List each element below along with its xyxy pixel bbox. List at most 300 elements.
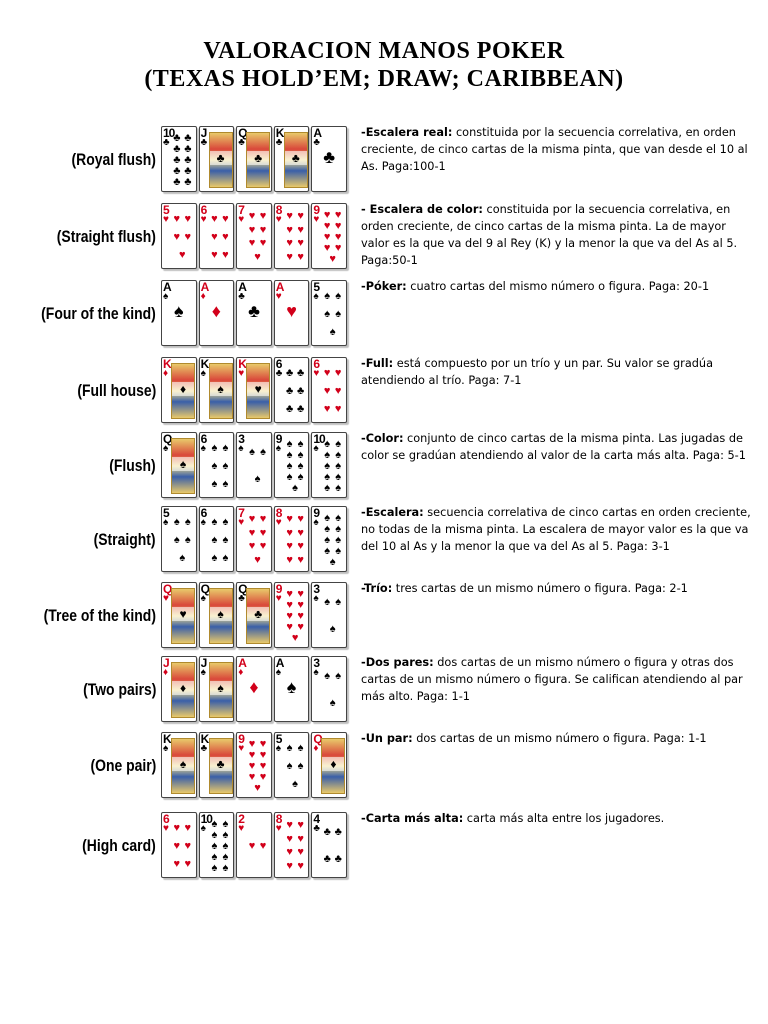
ace-pip-icon: ♦ — [211, 301, 221, 321]
card-pips — [246, 819, 269, 873]
card-suit-icon: ♥ — [238, 368, 245, 379]
card-suit-icon: ♥ — [275, 593, 282, 604]
pip-icon: ♥ — [286, 553, 293, 566]
pip-icon: ♥ — [259, 526, 267, 539]
pip-icon: ♠ — [335, 670, 342, 682]
pip-icon: ♥ — [173, 230, 181, 243]
pip-icon: ♣ — [296, 384, 305, 397]
card-suit-icon: ♥ — [275, 823, 282, 834]
pip-icon: ♥ — [173, 212, 181, 225]
card-rank: 9 — [275, 582, 282, 596]
pip-icon: ♠ — [324, 438, 331, 450]
card-rank: 3 — [313, 656, 320, 670]
playing-card — [199, 280, 235, 346]
pip-icon: ♥ — [297, 859, 304, 872]
card-rank: 6 — [200, 506, 207, 520]
card-rank: A — [238, 656, 246, 670]
pip-icon: ♥ — [173, 839, 181, 852]
face-card-portrait: ♦ — [171, 363, 195, 419]
pip-icon: ♣ — [173, 143, 181, 155]
card-rank: Q — [313, 732, 322, 746]
pip-icon: ♥ — [334, 231, 342, 243]
pip-icon: ♥ — [259, 839, 267, 852]
pip-icon: ♠ — [179, 551, 186, 564]
pip-icon: ♥ — [286, 540, 293, 553]
ace-pip-icon: ♣ — [248, 301, 260, 321]
card-suit-icon: ♠ — [313, 667, 319, 678]
hand-name: (Royal flush) — [71, 150, 156, 169]
pip-icon: ♠ — [211, 551, 218, 564]
pip-icon: ♠ — [335, 471, 342, 483]
playing-card — [274, 357, 310, 423]
pip-icon: ♣ — [184, 154, 192, 166]
pip-icon: ♠ — [335, 307, 342, 320]
pip-icon: ♥ — [297, 250, 304, 263]
card-suit-icon: ♠ — [200, 368, 206, 379]
pip-icon: ♥ — [297, 621, 304, 633]
pip-icon: ♥ — [329, 253, 336, 265]
card-rank: K — [163, 732, 171, 746]
card-suit-icon: ♠ — [313, 291, 319, 302]
card-pips — [246, 210, 269, 264]
pip-icon: ♥ — [286, 819, 293, 832]
pip-icon: ♠ — [292, 777, 298, 790]
card-rank: Q — [163, 582, 172, 596]
card-rank: 10 — [200, 812, 212, 826]
pip-icon: ♠ — [211, 459, 218, 472]
pip-icon: ♥ — [184, 230, 192, 243]
playing-card — [236, 582, 272, 648]
card-suit-icon: ♣ — [238, 137, 245, 148]
card-suit-icon: ♣ — [313, 823, 320, 834]
card-rank: 9 — [313, 506, 320, 520]
playing-card — [161, 126, 197, 192]
card-rank: 6 — [163, 812, 169, 826]
pip-icon: ♥ — [248, 540, 256, 553]
pip-icon: ♥ — [259, 771, 267, 783]
card-rank: 2 — [238, 812, 244, 826]
pip-icon: ♠ — [286, 759, 293, 772]
pip-icon: ♣ — [334, 826, 342, 838]
pip-icon: ♥ — [334, 220, 342, 232]
card-pips — [171, 819, 194, 873]
pip-icon: ♥ — [323, 231, 331, 243]
card-suit-icon: ♣ — [238, 593, 245, 604]
card-suit-icon: ♠ — [275, 743, 282, 754]
hand-row — [0, 728, 768, 808]
card-pips — [321, 439, 344, 493]
pip-icon: ♠ — [260, 446, 266, 458]
pip-icon: ♥ — [248, 738, 256, 750]
pip-icon: ♥ — [297, 553, 304, 566]
pip-icon: ♠ — [335, 438, 342, 450]
card-rank: A — [275, 280, 284, 294]
pip-icon: ♣ — [184, 132, 192, 144]
card-pips — [209, 819, 232, 873]
hand-name: (Tree of the kind) — [43, 606, 156, 625]
face-card-portrait: ♠ — [171, 738, 195, 794]
pip-icon: ♠ — [222, 862, 229, 874]
pip-icon: ♥ — [259, 738, 267, 750]
card-suit-icon: ♣ — [200, 137, 208, 148]
pip-icon: ♥ — [297, 237, 304, 250]
card-group — [161, 732, 347, 798]
hand-description-text: constituida por la secuencia correlativa, en orden creciente, de cinco cartas de la misma pinta. La de mayor valor es la que va del 9 al Rey (K) y la menor la que va del As al 5. Paga:50-1 — [361, 203, 738, 267]
pip-icon: ♥ — [286, 237, 293, 250]
pip-icon: ♠ — [329, 556, 336, 568]
hand-name: (Two pairs) — [82, 680, 156, 699]
pip-icon: ♥ — [286, 250, 293, 263]
card-rank: 5 — [163, 506, 169, 520]
card-suit-icon: ♥ — [163, 823, 169, 834]
pip-icon: ♥ — [259, 540, 267, 553]
card-suit-icon: ♥ — [163, 593, 169, 604]
card-rank: 9 — [275, 432, 282, 446]
card-suit-icon: ♥ — [238, 517, 245, 528]
pip-icon: ♥ — [248, 839, 256, 852]
card-pips — [284, 513, 307, 567]
hand-row — [0, 276, 768, 356]
card-rank: Q — [200, 582, 209, 596]
pip-icon: ♥ — [173, 821, 181, 834]
card-group — [161, 357, 347, 423]
playing-card — [199, 812, 235, 878]
card-suit-icon: ♠ — [163, 443, 169, 454]
card-suit-icon: ♠ — [313, 593, 319, 604]
pip-icon: ♠ — [249, 446, 255, 458]
pip-icon: ♠ — [335, 449, 342, 461]
playing-card — [161, 432, 197, 498]
card-suit-icon: ♠ — [238, 443, 244, 454]
hand-description-term: -Color: — [361, 432, 404, 445]
card-suit-icon: ♠ — [163, 291, 169, 302]
hand-description-term: -Escalera real: — [361, 126, 453, 139]
pip-icon: ♠ — [222, 477, 229, 490]
pip-icon: ♥ — [286, 513, 293, 526]
card-pips — [209, 210, 232, 264]
card-rank: A — [275, 656, 284, 670]
pip-icon: ♠ — [211, 477, 218, 490]
ace-pip-icon: ♠ — [174, 301, 184, 321]
card-suit-icon: ♣ — [238, 291, 245, 302]
card-rank: 6 — [200, 432, 207, 446]
pip-icon: ♥ — [184, 857, 192, 870]
pip-icon: ♣ — [184, 165, 192, 177]
pip-icon: ♠ — [335, 596, 342, 608]
pip-icon: ♥ — [297, 819, 304, 832]
pip-icon: ♥ — [173, 857, 181, 870]
pip-icon: ♣ — [323, 853, 331, 865]
card-rank: A — [238, 280, 246, 294]
pip-icon: ♠ — [329, 697, 336, 709]
playing-card — [161, 357, 197, 423]
card-rank: J — [163, 656, 169, 670]
playing-card — [236, 126, 272, 192]
face-card-portrait: ♣ — [209, 132, 233, 188]
card-group — [161, 432, 347, 498]
pip-icon: ♠ — [286, 438, 293, 450]
pip-icon: ♥ — [222, 212, 229, 225]
pip-icon: ♠ — [211, 533, 218, 546]
pip-icon: ♠ — [335, 534, 342, 546]
card-suit-icon: ♠ — [200, 593, 206, 604]
card-suit-icon: ♥ — [200, 214, 207, 225]
ace-pip-icon: ♦ — [249, 677, 259, 697]
pip-icon: ♥ — [334, 242, 342, 254]
pip-icon: ♥ — [184, 839, 192, 852]
pip-icon: ♥ — [211, 230, 218, 243]
face-card-portrait: ♥ — [246, 363, 270, 419]
pip-icon: ♥ — [222, 230, 229, 243]
playing-card — [311, 812, 347, 878]
playing-card — [274, 126, 310, 192]
card-pips — [171, 133, 194, 187]
playing-card — [161, 582, 197, 648]
hand-description-text: tres cartas de un mismo número o figura. Paga: 2-1 — [392, 582, 688, 595]
pip-icon: ♥ — [323, 402, 331, 415]
pip-icon: ♠ — [297, 438, 304, 450]
hand-row — [0, 428, 768, 508]
pip-icon: ♠ — [222, 515, 229, 528]
card-pips — [321, 663, 344, 717]
hand-description-term: -Trío: — [361, 582, 393, 595]
pip-icon: ♠ — [297, 460, 304, 472]
playing-card — [199, 203, 235, 269]
hand-description — [361, 810, 753, 827]
hand-description — [361, 124, 753, 175]
hand-description-term: - Escalera de color: — [361, 203, 483, 216]
card-suit-icon: ♥ — [275, 214, 282, 225]
pip-icon: ♥ — [286, 621, 293, 633]
pip-icon: ♥ — [297, 526, 304, 539]
face-card-portrait: ♣ — [284, 132, 308, 188]
card-group — [161, 506, 347, 572]
pip-icon: ♥ — [297, 610, 304, 622]
pip-icon: ♥ — [286, 859, 293, 872]
playing-card — [311, 126, 347, 192]
card-rank: Q — [163, 432, 172, 446]
pip-icon: ♥ — [259, 749, 267, 761]
pip-icon: ♠ — [297, 471, 304, 483]
hand-description-term: -Póker: — [361, 280, 407, 293]
card-suit-icon: ♦ — [163, 368, 169, 379]
pip-icon: ♥ — [248, 749, 256, 761]
hand-description-term: -Dos pares: — [361, 656, 434, 669]
pip-icon: ♠ — [324, 545, 331, 557]
card-rank: J — [200, 126, 207, 140]
playing-card — [274, 656, 310, 722]
pip-icon: ♥ — [259, 223, 267, 236]
pip-icon: ♥ — [297, 599, 304, 611]
card-rank: 8 — [275, 203, 282, 217]
card-rank: 9 — [238, 732, 244, 746]
pip-icon: ♥ — [297, 223, 304, 236]
pip-icon: ♣ — [184, 143, 192, 155]
pip-icon: ♥ — [248, 771, 256, 783]
pip-icon: ♠ — [329, 623, 336, 635]
pip-icon: ♠ — [211, 840, 218, 852]
pip-icon: ♠ — [286, 471, 293, 483]
card-suit-icon: ♠ — [200, 517, 206, 528]
pip-icon: ♠ — [211, 441, 218, 454]
playing-card — [274, 582, 310, 648]
hand-description — [361, 580, 753, 597]
hand-description-term: -Escalera: — [361, 506, 424, 519]
pip-icon: ♥ — [248, 526, 256, 539]
face-card-portrait: ♣ — [209, 738, 233, 794]
pip-icon: ♥ — [297, 513, 304, 526]
pip-icon: ♠ — [222, 459, 229, 472]
card-rank: Q — [238, 126, 247, 140]
card-suit-icon: ♠ — [200, 823, 206, 834]
pip-icon: ♥ — [286, 846, 293, 859]
hand-description-text: secuencia correlativa de cinco cartas en orden creciente, no todas de la misma pinta. La escalera de mayor valor es la que va del 10 al As y la menor la que va del As al 5. Paga: 3-1 — [361, 506, 751, 553]
hand-description — [361, 654, 753, 705]
pip-icon: ♣ — [173, 132, 181, 144]
card-suit-icon: ♥ — [275, 291, 282, 302]
card-suit-icon: ♠ — [163, 517, 169, 528]
pip-icon: ♥ — [323, 384, 331, 397]
playing-card — [274, 732, 310, 798]
ace-pip-icon: ♥ — [286, 301, 297, 321]
playing-card — [161, 732, 197, 798]
card-rank: 8 — [275, 506, 282, 520]
card-pips — [321, 210, 344, 264]
pip-icon: ♣ — [296, 366, 305, 379]
pip-icon: ♥ — [179, 248, 186, 261]
playing-card — [236, 812, 272, 878]
playing-card — [311, 203, 347, 269]
card-suit-icon: ♠ — [200, 443, 206, 454]
card-group — [161, 582, 347, 648]
pip-icon: ♥ — [254, 250, 261, 263]
pip-icon: ♥ — [184, 821, 192, 834]
pip-icon: ♠ — [211, 851, 218, 863]
playing-card — [311, 357, 347, 423]
card-group — [161, 203, 347, 269]
card-pips — [171, 210, 194, 264]
pip-icon: ♥ — [323, 242, 331, 254]
playing-card — [311, 582, 347, 648]
pip-icon: ♠ — [222, 851, 229, 863]
hand-description-term: -Full: — [361, 357, 394, 370]
card-pips — [284, 439, 307, 493]
pip-icon: ♥ — [286, 526, 293, 539]
pip-icon: ♠ — [335, 289, 342, 302]
hand-description-text: dos cartas de un mismo número o figura y otras dos cartas de un mismo número o figura. Se califican atendiendo al par más alto. Paga: 1-1 — [361, 656, 743, 703]
pip-icon: ♠ — [324, 307, 331, 320]
playing-card — [311, 280, 347, 346]
card-pips — [246, 739, 269, 793]
card-suit-icon: ♥ — [313, 368, 320, 379]
hand-description-text: está compuesto por un trío y un par. Su valor se gradúa atendiendo al trío. Paga: 7-1 — [361, 357, 713, 387]
pip-icon: ♥ — [286, 588, 293, 600]
pip-icon: ♥ — [323, 209, 331, 221]
pip-icon: ♥ — [297, 846, 304, 859]
playing-card — [161, 203, 197, 269]
card-rank: 8 — [275, 812, 282, 826]
pip-icon: ♠ — [286, 460, 293, 472]
pip-icon: ♣ — [296, 402, 305, 415]
playing-card — [199, 126, 235, 192]
hand-description-text: cuatro cartas del mismo número o figura. Paga: 20-1 — [406, 280, 710, 293]
card-rank: K — [163, 357, 171, 371]
card-suit-icon: ♣ — [313, 137, 320, 148]
pip-icon: ♥ — [286, 832, 293, 845]
face-card-portrait: ♦ — [321, 738, 345, 794]
hand-description — [361, 201, 753, 269]
playing-card — [199, 732, 235, 798]
pip-icon: ♠ — [222, 551, 229, 564]
pip-icon: ♠ — [329, 325, 336, 338]
pip-icon: ♠ — [286, 449, 293, 461]
card-rank: 6 — [275, 357, 282, 371]
pip-icon: ♣ — [285, 402, 294, 415]
hand-row — [0, 199, 768, 279]
face-card-portrait: ♦ — [171, 662, 195, 718]
hand-description-term: -Un par: — [361, 732, 413, 745]
card-suit-icon: ♥ — [313, 214, 320, 225]
pip-icon: ♠ — [184, 533, 191, 546]
card-suit-icon: ♦ — [238, 667, 244, 678]
card-group — [161, 812, 347, 878]
pip-icon: ♥ — [297, 588, 304, 600]
card-rank: A — [200, 280, 209, 294]
card-rank: 5 — [313, 280, 320, 294]
pip-icon: ♥ — [248, 760, 256, 772]
hand-name: (Straight) — [94, 530, 156, 549]
pip-icon: ♥ — [222, 248, 229, 261]
playing-card — [199, 582, 235, 648]
pip-icon: ♥ — [323, 366, 331, 379]
pip-icon: ♥ — [286, 610, 293, 622]
pip-icon: ♥ — [259, 513, 267, 526]
pip-icon: ♣ — [184, 176, 192, 188]
pip-icon: ♥ — [297, 832, 304, 845]
pip-icon: ♥ — [334, 209, 342, 221]
pip-icon: ♥ — [254, 782, 261, 794]
card-rank: K — [200, 357, 209, 371]
playing-card — [311, 656, 347, 722]
pip-icon: ♠ — [184, 515, 191, 528]
card-rank: 3 — [313, 582, 320, 596]
pip-icon: ♣ — [173, 154, 181, 166]
card-suit-icon: ♦ — [313, 743, 319, 754]
page-subtitle: (TEXAS HOLD’EM; DRAW; CARIBBEAN) — [144, 66, 624, 92]
pip-icon: ♠ — [292, 482, 298, 494]
card-pips — [246, 513, 269, 567]
hand-description-term: -Carta más alta: — [361, 812, 464, 825]
pip-icon: ♠ — [335, 482, 342, 494]
pip-icon: ♥ — [286, 599, 293, 611]
pip-icon: ♠ — [222, 533, 229, 546]
pip-icon: ♠ — [254, 473, 261, 485]
card-rank: 5 — [275, 732, 282, 746]
card-suit-icon: ♠ — [275, 443, 282, 454]
pip-icon: ♠ — [297, 741, 304, 754]
pip-icon: ♣ — [285, 384, 294, 397]
pip-icon: ♥ — [248, 513, 256, 526]
pip-icon: ♠ — [324, 289, 331, 302]
card-rank: 4 — [313, 812, 320, 826]
card-rank: Q — [238, 582, 247, 596]
card-rank: 6 — [313, 357, 320, 371]
face-card-portrait: ♣ — [246, 588, 270, 644]
card-suit-icon: ♠ — [163, 743, 169, 754]
pip-icon: ♥ — [259, 760, 267, 772]
pip-icon: ♥ — [248, 223, 256, 236]
playing-card — [161, 812, 197, 878]
